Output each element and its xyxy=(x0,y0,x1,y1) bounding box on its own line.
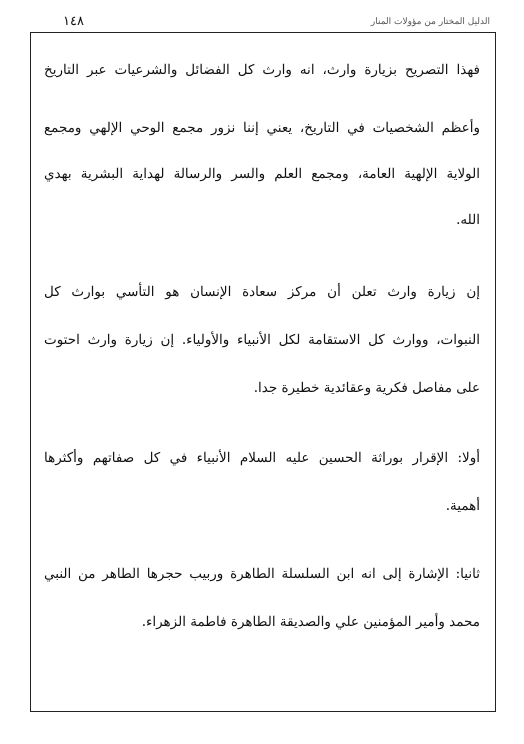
text-line: ثانيا: الإشارة إلى انه ابن السلسلة الطاهرة وربيب حجرها الطاهر من النبي xyxy=(44,566,480,582)
text-line: على مفاصل فكرية وعقائدية خطيرة جدا. xyxy=(253,380,480,396)
text-line: الله. xyxy=(456,212,480,228)
text-line: أهمية. xyxy=(445,498,480,514)
running-title: الدليل المختار من مؤولات المنار xyxy=(370,17,490,27)
text-line: أولا: الإقرار بوراثة الحسين عليه السلام الأنبياء في كل صفاتهم وأكثرها xyxy=(44,450,480,466)
text-line: إن زيارة وارث تعلن أن مركز سعادة الإنسان هو التأسي بوارث كل xyxy=(44,284,480,300)
text-line: النبوات، ووارث كل الاستقامة لكل الأنبياء والأولياء. إن زيارة وارث احتوت xyxy=(44,332,480,348)
page-header xyxy=(30,14,496,32)
text-line: محمد وأمير المؤمنين علي والصديقة الطاهرة فاطمة الزهراء. xyxy=(141,614,480,630)
page-number: ١٤٨ xyxy=(63,14,84,29)
text-line: الولاية الإلهية العامة، ومجمع العلم والسر والرسالة لهداية البشرية بهدي xyxy=(44,166,480,182)
text-line: وأعظم الشخصيات في التاريخ، يعني إننا نزور مجمع الوحي الإلهي ومجمع xyxy=(44,120,480,136)
text-line: فهذا التصريح بزيارة وارث، انه وارث كل الفضائل والشرعيات عبر التاريخ xyxy=(44,62,480,78)
